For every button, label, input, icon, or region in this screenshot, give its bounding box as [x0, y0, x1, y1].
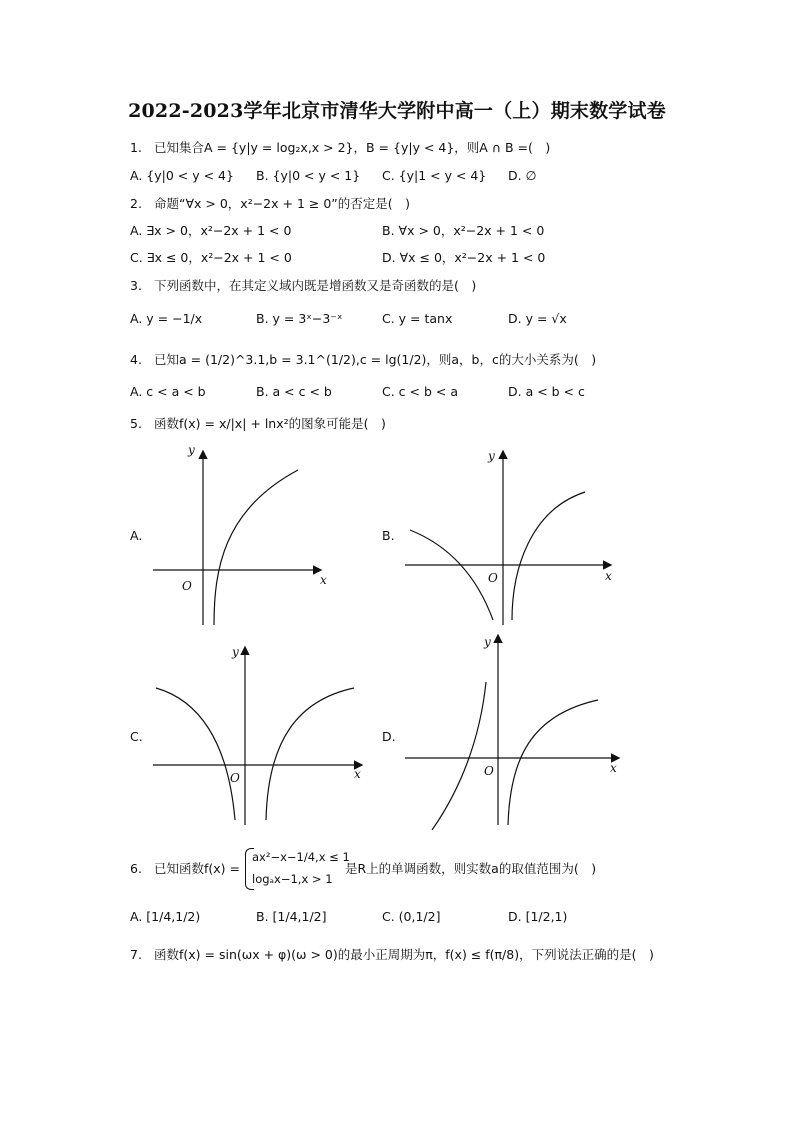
- curve-right: [214, 470, 298, 625]
- q4-option-d: D. a < b < c: [508, 384, 585, 399]
- question-5: [130, 415, 386, 433]
- q1-option-b: B. {y|0 < y < 1}: [256, 168, 361, 183]
- question-number: 3.: [130, 278, 142, 293]
- q3-option-b: B. y = 3ˣ−3⁻ˣ: [256, 311, 343, 326]
- question-stem: 已知集合A = {y|y = log₂x,x > 2}，B = {y|y < 4}，则A ∩ B =( ): [154, 140, 551, 155]
- q2-option-d: D. ∀x ≤ 0，x²−2x + 1 < 0: [382, 250, 546, 265]
- curve-right: [512, 492, 585, 620]
- piecewise-case-1: ax²−x−1/4,x ≤ 1: [252, 850, 350, 864]
- q4-option-c: C. c < b < a: [382, 384, 458, 399]
- question-7: [130, 946, 654, 964]
- question-number: 2.: [130, 196, 142, 211]
- q6-option-c: C. (0,1/2]: [382, 909, 441, 924]
- origin-label: O: [484, 764, 494, 778]
- curve-right: [266, 688, 354, 820]
- q5-option-c-label: C.: [130, 729, 143, 744]
- question-number: 5.: [130, 416, 142, 431]
- question-stem-pre: 已知函数f(x) =: [154, 861, 240, 876]
- graph-d: [400, 630, 630, 830]
- q6-option-d: D. [1/2,1): [508, 909, 568, 924]
- x-axis-label: x: [354, 767, 361, 781]
- origin-label: O: [488, 571, 498, 585]
- q6-option-b: B. [1/4,1/2]: [256, 909, 327, 924]
- q2-option-a: A. ∃x > 0，x²−2x + 1 < 0: [130, 223, 292, 238]
- graph-a: [148, 440, 338, 630]
- piecewise-case-2: logₐx−1,x > 1: [252, 872, 333, 886]
- graph-b: [400, 440, 620, 630]
- curve-right: [508, 700, 598, 825]
- question-2: [130, 195, 410, 213]
- question-stem: 下列函数中，在其定义域内既是增函数又是奇函数的是( ): [154, 278, 477, 293]
- q1-option-d: D. ∅: [508, 168, 537, 183]
- question-stem-post: 是R上的单调函数，则实数a的取值范围为( ): [345, 861, 597, 876]
- x-axis-label: x: [320, 573, 327, 587]
- q5-option-b-label: B.: [382, 528, 395, 543]
- q4-option-b: B. a < c < b: [256, 384, 332, 399]
- y-axis-label: y: [484, 635, 491, 649]
- question-number: 6.: [130, 861, 142, 876]
- question-stem: 命题“∀x > 0，x²−2x + 1 ≥ 0”的否定是( ): [154, 196, 411, 211]
- curve-left: [432, 682, 486, 830]
- q1-option-c: C. {y|1 < y < 4}: [382, 168, 487, 183]
- q4-option-a: A. c < a < b: [130, 384, 206, 399]
- question-1: [130, 139, 550, 157]
- q3-option-a: A. y = −1/x: [130, 311, 203, 326]
- question-4: [130, 351, 596, 369]
- question-stem: 函数f(x) = x/|x| + lnx²的图象可能是( ): [154, 416, 386, 431]
- origin-label: O: [182, 579, 192, 593]
- question-3: [130, 277, 476, 295]
- y-axis-label: y: [488, 449, 495, 463]
- q6-option-a: A. [1/4,1/2): [130, 909, 201, 924]
- origin-label: O: [230, 771, 240, 785]
- y-axis-label: y: [188, 443, 195, 457]
- x-axis-label: x: [610, 761, 617, 775]
- question-stem: 已知a = (1/2)^3.1,b = 3.1^(1/2),c = lg(1/2)，则a，b，c的大小关系为( ): [154, 352, 597, 367]
- q2-option-c: C. ∃x ≤ 0，x²−2x + 1 < 0: [130, 250, 292, 265]
- q2-option-b: B. ∀x > 0，x²−2x + 1 < 0: [382, 223, 545, 238]
- q5-option-d-label: D.: [382, 729, 396, 744]
- q1-option-a: A. {y|0 < y < 4}: [130, 168, 234, 183]
- q3-option-c: C. y = tanx: [382, 311, 453, 326]
- q5-option-a-label: A.: [130, 528, 143, 543]
- y-axis-label: y: [232, 645, 239, 659]
- question-6: [130, 860, 240, 878]
- curve-left: [156, 688, 235, 820]
- question-number: 4.: [130, 352, 142, 367]
- x-axis-label: x: [605, 569, 612, 583]
- page-title: 2022-2023学年北京市清华大学附中高一（上）期末数学试卷: [128, 100, 666, 122]
- question-number: 1.: [130, 140, 142, 155]
- question-number: 7.: [130, 947, 142, 962]
- question-stem: 函数f(x) = sin(ωx + φ)(ω > 0)的最小正周期为π，f(x) ≤ f(π/8)，下列说法正确的是( ): [154, 947, 654, 962]
- curve-left: [410, 530, 493, 620]
- q3-option-d: D. y = √x: [508, 311, 567, 326]
- graph-c: [148, 640, 378, 830]
